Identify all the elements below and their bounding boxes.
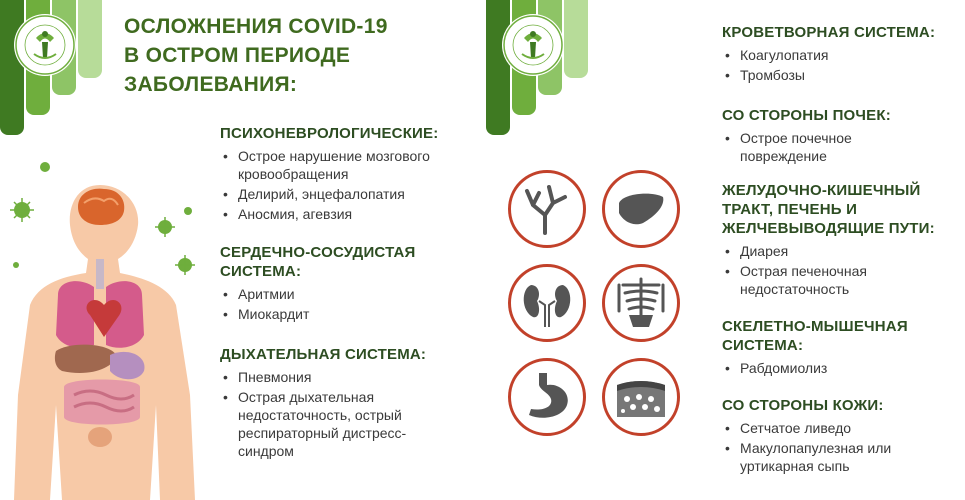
section-heading: КРОВЕТВОРНАЯ СИСТЕМА: <box>722 24 936 41</box>
list-item: • Коагулопатия <box>722 46 957 64</box>
section-kidneys <box>722 106 957 167</box>
section-heading: ПСИХОНЕВРОЛОГИЧЕСКИЕ: <box>220 125 439 142</box>
list-item: • Миокардит <box>220 305 470 323</box>
section-neuro <box>220 124 470 225</box>
logo <box>14 14 76 76</box>
human-body-illustration <box>0 155 200 500</box>
list-item: • Аносмия, агевзия <box>220 205 470 223</box>
liver-icon <box>602 170 680 248</box>
section-skin <box>722 396 957 477</box>
list-item: • Сетчатое ливедо <box>722 419 957 437</box>
list-item: • Острое почечное повреждение <box>722 129 890 165</box>
title-line-3: ЗАБОЛЕВАНИЯ: <box>124 73 298 96</box>
right-panel <box>482 0 965 500</box>
section-heading: СО СТОРОНЫ ПОЧЕК: <box>722 107 891 124</box>
page-title <box>124 12 388 99</box>
section-cardio <box>220 243 470 325</box>
list-item: • Острая дыхательная недостаточность, острый респираторный дистресс-синдром <box>220 388 460 460</box>
section-hematopoietic <box>722 23 957 86</box>
title-line-1: ОСЛОЖНЕНИЯ COVID-19 <box>124 15 388 38</box>
list-item: • Рабдомиолиз <box>722 359 957 377</box>
section-heading: СЕРДЕЧНО-СОСУДИСТАЯ СИСТЕМА: <box>220 244 416 280</box>
list-item: • Тромбозы <box>722 66 957 84</box>
list-item: • Диарея <box>722 242 957 260</box>
list-item: • Острое нарушение мозгового кровообращения <box>220 147 470 183</box>
blood-vessels-icon <box>508 170 586 248</box>
list-item: • Острая печеночная недостаточность <box>722 262 910 298</box>
section-respiratory <box>220 345 460 462</box>
section-heading: СО СТОРОНЫ КОЖИ: <box>722 397 884 414</box>
list-item: • Делирий, энцефалопатия <box>220 185 470 203</box>
section-musculoskeletal <box>722 317 957 379</box>
section-heading: ДЫХАТЕЛЬНАЯ СИСТЕМА: <box>220 346 427 363</box>
list-item: • Пневмония <box>220 368 460 386</box>
section-heading: СКЕЛЕТНО-МЫШЕЧНАЯ СИСТЕМА: <box>722 318 908 354</box>
skin-icon <box>602 358 680 436</box>
section-heading: ЖЕЛУДОЧНО-КИШЕЧНЫЙ ТРАКТ, ПЕЧЕНЬ И ЖЕЛЧЕВЫВОДЯЩИЕ ПУТИ: <box>722 182 935 237</box>
section-gastro <box>722 181 957 300</box>
list-item: • Макулопапулезная или уртикарная сыпь <box>722 439 930 475</box>
title-line-2: В ОСТРОМ ПЕРИОДЕ <box>124 44 351 67</box>
kidneys-icon <box>508 264 586 342</box>
list-item: • Аритмии <box>220 285 470 303</box>
stomach-icon <box>508 358 586 436</box>
logo <box>502 14 564 76</box>
skeleton-icon <box>602 264 680 342</box>
left-panel <box>0 0 482 500</box>
